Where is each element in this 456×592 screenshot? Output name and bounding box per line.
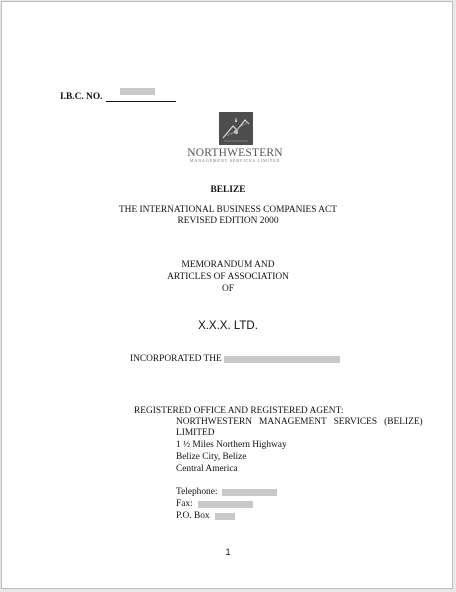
pobox-label: P.O. Box bbox=[176, 511, 210, 521]
redacted-fax bbox=[198, 501, 253, 508]
company-name: X.X.X. LTD. bbox=[198, 320, 258, 332]
document-title-line2: ARTICLES OF ASSOCIATION bbox=[167, 272, 289, 282]
redacted-incorporation-date bbox=[224, 356, 340, 363]
agent-name-line1: NORTHWESTERN MANAGEMENT SERVICES (BELIZE) bbox=[176, 417, 423, 427]
country-heading: BELIZE bbox=[210, 185, 246, 195]
redacted-telephone bbox=[222, 489, 277, 496]
logo-tagline: MANAGEMENT SERVICES LIMITED bbox=[189, 158, 281, 163]
ibc-number-label: I.B.C. NO. bbox=[60, 92, 103, 102]
agent-name-line2: LIMITED bbox=[176, 428, 215, 438]
registered-agent-heading: REGISTERED OFFICE AND REGISTERED AGENT: bbox=[134, 406, 344, 416]
ibc-number-underline bbox=[106, 101, 176, 102]
document-page bbox=[1, 1, 453, 589]
fax-label: Fax: bbox=[176, 499, 193, 509]
act-title-line2: REVISED EDITION 2000 bbox=[177, 216, 279, 226]
document-title-line3: OF bbox=[222, 284, 234, 294]
agent-address-line3: Central America bbox=[176, 464, 238, 474]
page-number: 1 bbox=[225, 547, 231, 557]
agent-address-line2: Belize City, Belize bbox=[176, 452, 247, 462]
agent-address-line1: 1 ½ Miles Northern Highway bbox=[176, 440, 287, 450]
redacted-ibc-number bbox=[120, 88, 155, 95]
logo-wordmark: NORTHWESTERN bbox=[187, 147, 283, 159]
redacted-pobox bbox=[215, 513, 235, 520]
telephone-label: Telephone: bbox=[176, 487, 218, 497]
document-title-line1: MEMORANDUM AND bbox=[181, 260, 275, 270]
act-title-line1: THE INTERNATIONAL BUSINESS COMPANIES ACT bbox=[118, 205, 338, 215]
incorporation-label: INCORPORATED THE bbox=[130, 354, 222, 364]
northwestern-logo-icon bbox=[219, 112, 253, 145]
